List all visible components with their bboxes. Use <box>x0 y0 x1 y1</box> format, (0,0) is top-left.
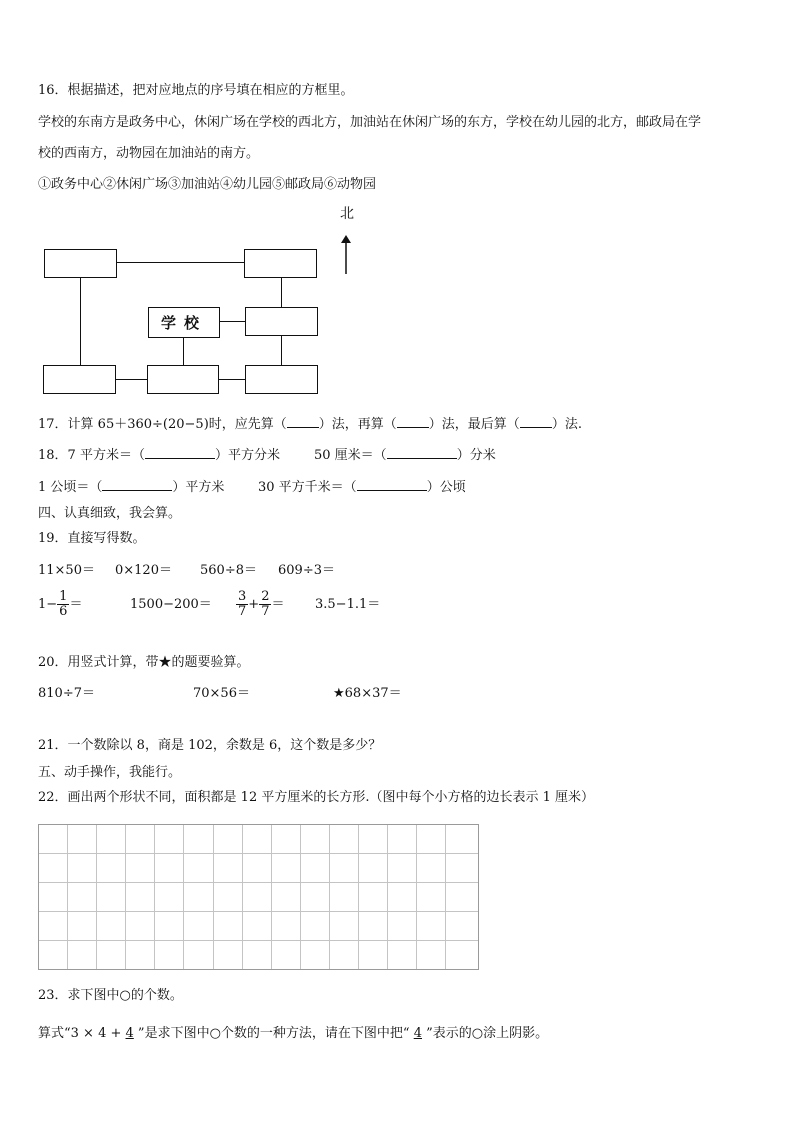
fraction: $\frac{3}{7}$ <box>238 589 247 619</box>
q16-description-line1: 学校的东南方是政务中心，休闲广场在学校的西北方，加油站在休闲广场的东方，学校在幼儿园的北方，邮政局在学 <box>38 115 702 130</box>
q19-expr-6: 1500−200＝ <box>130 597 212 612</box>
square-grid[interactable] <box>38 824 480 972</box>
q19-expr-3: 560÷8＝ <box>200 563 257 578</box>
q23-instruction: 算式“3 × 4 + 4 ”是求下图中○个数的一种方法，请在下图中把“ 4 ”表示的○涂上阴影。 <box>38 1026 549 1041</box>
q23-title: 23．求下图中○的个数。 <box>38 988 183 1003</box>
answer-box-east[interactable] <box>245 307 318 336</box>
q17: 17．计算 65＋360÷(20−5)时，应先算（ ）法，再算（ ）法，最后算（ ）法. <box>38 417 582 432</box>
q20-item-3: ★68×37＝ <box>333 686 402 701</box>
answer-box-southwest[interactable] <box>43 365 116 394</box>
q16-description-line2: 校的西南方，动物园在加油站的南方。 <box>38 146 260 161</box>
q20-item-1: 810÷7＝ <box>38 686 95 701</box>
connector-top <box>117 262 244 263</box>
answer-blank[interactable] <box>102 478 172 491</box>
north-arrow-icon <box>338 234 354 276</box>
answer-box-southeast[interactable] <box>245 365 318 394</box>
q18-c: 1 公顷＝（ ）平方米 <box>38 480 225 495</box>
q18-b: 50 厘米＝（ ）分米 <box>314 448 496 463</box>
q19-expr-7: $\frac{3}{7}$ + $\frac{2}{7}$ ＝ <box>238 589 285 619</box>
q18-a: 18．7 平方米＝（ ）平方分米 <box>38 448 280 463</box>
q21: 21．一个数除以 8，商是 102，余数是 6，这个数是多少？ <box>38 738 382 753</box>
connector-bottom-right <box>219 379 245 380</box>
q19-expr-5: 1− $\frac{1}{6}$ ＝ <box>38 589 83 619</box>
section-4-heading: 四、认真细致，我会算。 <box>38 506 182 521</box>
fraction: $\frac{2}{7}$ <box>261 589 270 619</box>
answer-blank[interactable] <box>520 415 552 428</box>
answer-box-northeast[interactable] <box>244 249 317 278</box>
connector-school-down <box>183 337 184 365</box>
answer-box-south[interactable] <box>147 365 219 394</box>
school-box: 学校 <box>148 307 220 338</box>
q19-title: 19．直接写得数。 <box>38 531 146 546</box>
q19-expr-2: 0×120＝ <box>115 563 172 578</box>
q16-options: ①政务中心②休闲广场③加油站④幼儿园⑤邮政局⑥动物园 <box>38 177 377 192</box>
fraction: $\frac{1}{6}$ <box>59 589 68 619</box>
answer-blank[interactable] <box>357 478 427 491</box>
q20-item-2: 70×56＝ <box>193 686 250 701</box>
q16-title: 16．根据描述，把对应地点的序号填在相应的方框里。 <box>38 83 354 98</box>
connector-right-upper <box>281 277 282 307</box>
answer-blank[interactable] <box>387 446 457 459</box>
q19-expr-4: 609÷3＝ <box>278 563 335 578</box>
q19-expr-1: 11×50＝ <box>38 563 95 578</box>
answer-blank[interactable] <box>145 446 215 459</box>
connector-left <box>80 277 81 365</box>
answer-blank[interactable] <box>287 415 319 428</box>
q18-d: 30 平方千米＝（ ）公顷 <box>258 480 466 495</box>
connector-bottom-left <box>116 379 148 380</box>
answer-box-northwest[interactable] <box>44 249 117 278</box>
connector-school-right <box>220 321 245 322</box>
q22: 22．画出两个形状不同，面积都是 12 平方厘米的长方形.（图中每个小方格的边长表示 1 厘米） <box>38 790 595 805</box>
q20-title: 20．用竖式计算，带★的题要验算。 <box>38 655 250 670</box>
north-label: 北 <box>340 206 354 222</box>
answer-blank[interactable] <box>397 415 429 428</box>
q19-expr-8: 3.5−1.1＝ <box>315 597 381 612</box>
section-5-heading: 五、动手操作，我能行。 <box>38 765 182 780</box>
connector-right-lower <box>281 336 282 365</box>
